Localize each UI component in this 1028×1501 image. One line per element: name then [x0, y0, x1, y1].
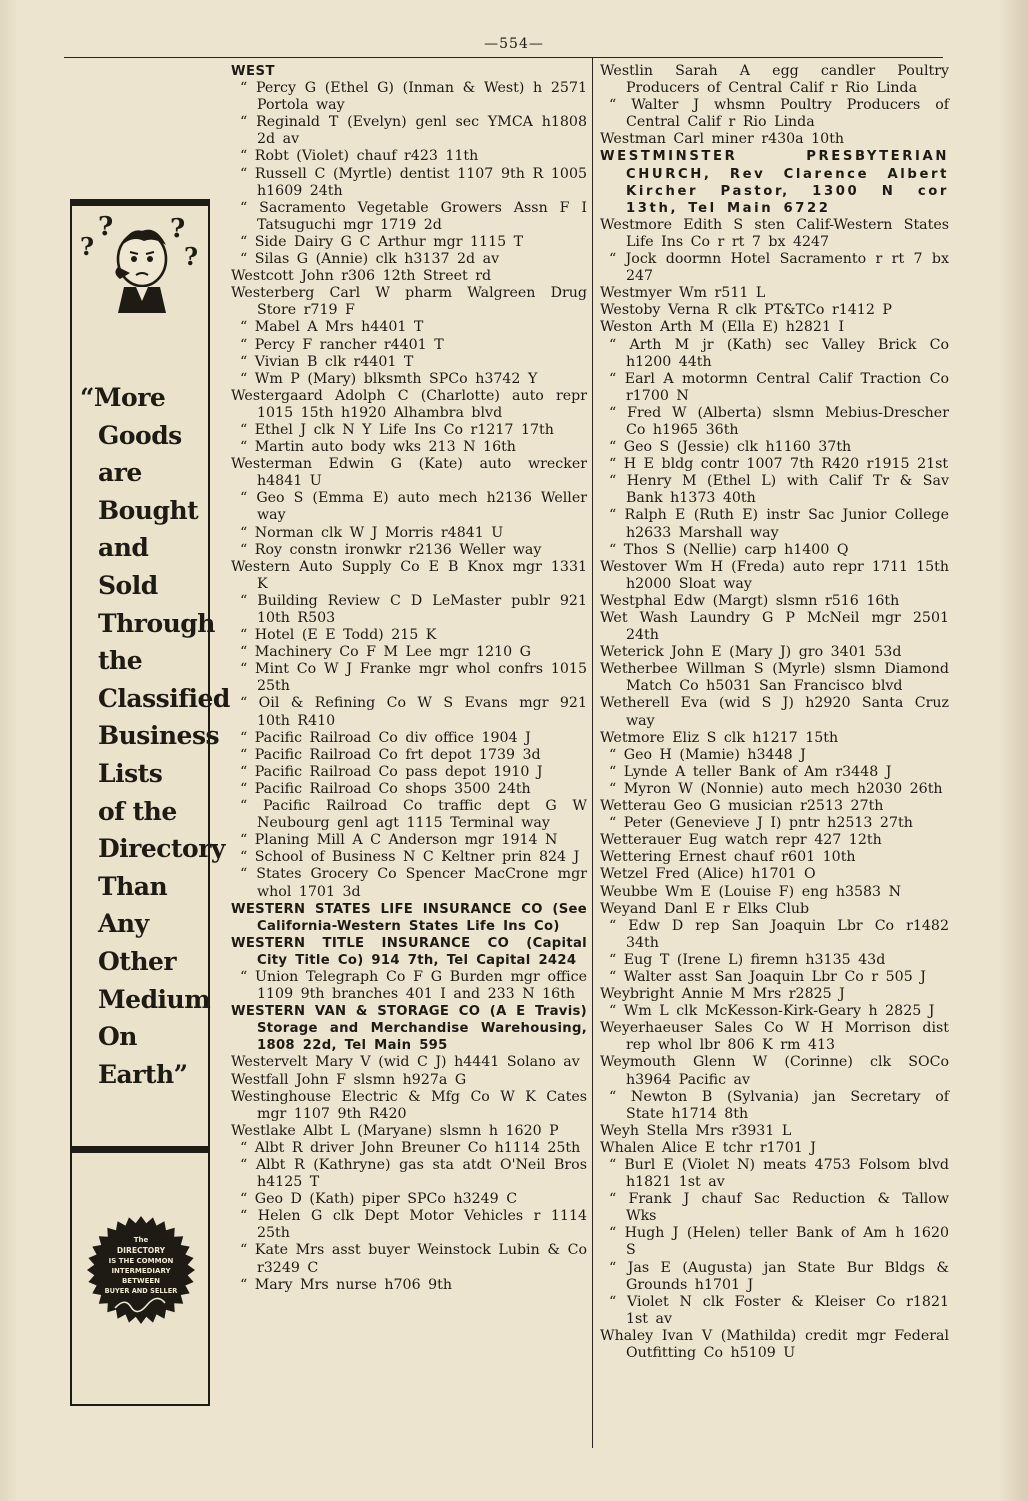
directory-entry: “ Jas E (Augusta) jan State Bur Bldgs & Grounds h1701 J: [609, 1259, 949, 1293]
directory-entry: Weyh Stella Mrs r3931 L: [600, 1122, 792, 1139]
directory-entry: “ Pacific Railroad Co shops 3500 24th: [240, 780, 531, 797]
ad-slogan-line: Classified: [98, 683, 230, 713]
ad-slogan: [72, 379, 230, 1093]
column-divider: [592, 58, 593, 1448]
page-number: —554—: [484, 36, 544, 52]
directory-entry: Weubbe Wm E (Louise F) eng h3583 N: [600, 883, 901, 900]
ad-slogan-line: Any: [98, 909, 149, 939]
svg-text:?: ?: [98, 212, 114, 242]
listing-column-right: [600, 63, 949, 1362]
directory-entry: Westphal Edw (Margt) slsmn r516 16th: [600, 592, 900, 609]
directory-entry: “ Albt R driver John Breuner Co h1114 25th: [240, 1139, 581, 1156]
directory-entry: Westmyer Wm r511 L: [600, 285, 766, 302]
ad-slogan-line: Lists: [98, 758, 163, 788]
directory-entry: “ Pacific Railroad Co frt depot 1739 3d: [240, 746, 541, 763]
directory-entry: WESTERN TITLE INSURANCE CO (Capital City Title Co) 914 7th, Tel Capital 2424: [231, 935, 587, 968]
directory-entry: Wetherbee Willman S (Myrle) slsmn Diamond Match Co h5031 San Francisco blvd: [600, 661, 949, 695]
directory-advertisement: [70, 199, 230, 1406]
ad-slogan-line: Bought: [98, 495, 199, 525]
directory-entry: “ Peter (Genevieve J I) pntr h2513 27th: [609, 815, 913, 832]
directory-entry: “ Walter asst San Joaquin Lbr Co r 505 J: [609, 968, 926, 985]
directory-entry: Westerman Edwin G (Kate) auto wrecker h4841 U: [231, 456, 587, 490]
ad-slogan-line: Through: [98, 608, 215, 638]
seal-line: IS THE COMMON: [108, 1257, 174, 1265]
ad-slogan-line: Other: [98, 946, 177, 976]
svg-text:?: ?: [184, 242, 199, 271]
directory-entry: Westinghouse Electric & Mfg Co W K Cates mgr 1107 9th R420: [231, 1088, 587, 1122]
directory-entry: “ Martin auto body wks 213 N 16th: [240, 439, 516, 456]
directory-entry: Whalen Alice E tchr r1701 J: [600, 1139, 816, 1156]
directory-entry: “ Mabel A Mrs h4401 T: [240, 319, 424, 336]
directory-entry: “ Kate Mrs asst buyer Weinstock Lubin & Co r3249 C: [240, 1242, 587, 1276]
directory-entry: Westmore Edith S sten Calif-Western States Life Ins Co r rt 7 bx 4247: [600, 216, 949, 250]
ad-slogan-line: are: [98, 458, 142, 488]
ad-slogan-line: Sold: [98, 570, 158, 600]
directory-entry: “ Newton B (Sylvania) jan Secretary of State h1714 8th: [609, 1088, 949, 1122]
seal-line: INTERMEDIARY: [111, 1267, 171, 1275]
directory-entry: Westfall John F slsmn h927a G: [231, 1071, 467, 1088]
directory-entry: “ Fred W (Alberta) slsmn Mebius-Drescher Co h1965 36th: [609, 404, 949, 438]
ad-slogan-line: Business: [98, 721, 220, 751]
seal-line: DIRECTORY: [116, 1246, 166, 1255]
directory-entry: Weyand Danl E r Elks Club: [600, 900, 810, 917]
directory-entry: “ Wm P (Mary) blksmth SPCo h3742 Y: [240, 370, 538, 387]
directory-entry: “ Geo H (Mamie) h3448 J: [609, 746, 806, 763]
directory-entry: “ Hugh J (Helen) teller Bank of Am h 1620 S: [609, 1225, 949, 1259]
directory-entry: “ Pacific Railroad Co div office 1904 J: [240, 729, 531, 746]
directory-entry: WESTMINSTER PRESBYTERIAN CHURCH, Rev Clarence Albert Kircher Pastor, 1300 N cor 13th, Tel Main 6722: [600, 149, 949, 216]
directory-entry: “ Helen G clk Dept Motor Vehicles r 1114 25th: [240, 1208, 587, 1242]
directory-entry: “ Roy constn ironwkr r2136 Weller way: [240, 541, 542, 558]
directory-entry: Wetzel Fred (Alice) h1701 O: [600, 866, 816, 883]
directory-entry: “ Pacific Railroad Co traffic dept G W Neubourg genl agt 1115 Terminal way: [240, 798, 587, 832]
ad-bottom-bar: [72, 1146, 208, 1153]
directory-entry: “ Geo S (Emma E) auto mech h2136 Weller way: [240, 490, 587, 524]
directory-seal-icon: [85, 1213, 197, 1331]
ad-slogan-line: Goods: [98, 420, 182, 450]
listing-column-left: [231, 63, 587, 1294]
directory-entry: “ Building Review C D LeMaster publr 921 10th R503: [240, 592, 587, 626]
directory-entry: Whaley Ivan V (Mathilda) credit mgr Federal Outfitting Co h5109 U: [600, 1327, 949, 1362]
puzzled-man-icon: [78, 209, 202, 313]
directory-entry: “ Hotel (E E Todd) 215 K: [240, 627, 437, 644]
directory-entry: “ Eug T (Irene L) firemn h3135 43d: [609, 951, 886, 968]
directory-entry: “ Russell C (Myrtle) dentist 1107 9th R 1005 h1609 24th: [240, 165, 587, 199]
directory-entry: Wet Wash Laundry G P McNeil mgr 2501 24th: [600, 610, 949, 644]
directory-entry: “ H E bldg contr 1007 7th R420 r1915 21st: [609, 456, 949, 473]
svg-text:?: ?: [80, 232, 95, 261]
ad-slogan-line: and: [98, 533, 149, 563]
ad-slogan-line: Than: [98, 871, 168, 901]
directory-entry: “ Planing Mill A C Anderson mgr 1914 N: [240, 832, 558, 849]
ad-slogan-line: Earth”: [98, 1059, 188, 1089]
directory-entry: Wettering Ernest chauf r601 10th: [600, 849, 856, 866]
directory-entry: “ Vivian B clk r4401 T: [240, 353, 414, 370]
directory-entry: Westergaard Adolph C (Charlotte) auto repr 1015 15th h1920 Alhambra blvd: [231, 387, 587, 421]
ad-slogan-line: Medium: [98, 984, 211, 1014]
seal-line: The: [133, 1236, 149, 1244]
directory-entry: Westoby Verna R clk PT&TCo r1412 P: [600, 302, 892, 319]
directory-entry: Wetterau Geo G musician r2513 27th: [600, 798, 884, 815]
directory-entry: “ Union Telegraph Co F G Burden mgr office 1109 9th branches 401 I and 233 N 16th: [240, 968, 587, 1003]
directory-entry: “ Frank J chauf Sac Reduction & Tallow Wks: [609, 1191, 949, 1225]
directory-entry: “ School of Business N C Keltner prin 824 J: [240, 849, 580, 866]
directory-entry: WESTERN VAN & STORAGE CO (A E Travis) Storage and Merchandise Warehousing, 1808 22d, Tel Main 595: [231, 1004, 587, 1054]
directory-entry: “ Robt (Violet) chauf r423 11th: [240, 148, 479, 165]
ad-slogan-line: “More: [80, 383, 166, 412]
ad-slogan-line: the: [98, 646, 143, 676]
directory-entry: Westman Carl miner r430a 10th: [600, 131, 845, 148]
directory-entry: “ Side Dairy G C Arthur mgr 1115 T: [240, 233, 524, 250]
directory-entry: “ Ethel J clk N Y Life Ins Co r1217 17th: [240, 421, 554, 438]
directory-entry: Westlin Sarah A egg candler Poultry Producers of Central Calif r Rio Linda: [600, 63, 949, 97]
directory-entry: “ Jock doormn Hotel Sacramento r rt 7 bx 247: [609, 251, 949, 285]
directory-entry: “ Ralph E (Ruth E) instr Sac Junior College h2633 Marshall way: [609, 507, 949, 541]
directory-entry: “ Geo D (Kath) piper SPCo h3249 C: [240, 1191, 518, 1208]
directory-entry: Wetherell Eva (wid S J) h2920 Santa Cruz way: [600, 695, 949, 729]
directory-entry: “ Edw D rep San Joaquin Lbr Co r1482 34th: [609, 917, 949, 951]
directory-entry: “ Machinery Co F M Lee mgr 1210 G: [240, 644, 532, 661]
directory-entry: “ Thos S (Nellie) carp h1400 Q: [609, 541, 849, 558]
ad-top-bar: [72, 201, 208, 206]
directory-entry: WESTERN STATES LIFE INSURANCE CO (See California-Western States Life Ins Co): [231, 901, 587, 934]
seal-line: BUYER AND SELLER: [104, 1287, 178, 1295]
directory-entry: “ Walter J whsmn Poultry Producers of Central Calif r Rio Linda: [609, 97, 949, 131]
directory-entry: “ Albt R (Kathryne) gas sta atdt O'Neil Bros h4125 T: [240, 1157, 587, 1191]
directory-entry: Weyerhaeuser Sales Co W H Morrison dist rep whol lbr 806 K rm 413: [600, 1020, 949, 1054]
svg-text:?: ?: [170, 214, 186, 244]
directory-entry: “ Henry M (Ethel L) with Calif Tr & Sav Bank h1373 40th: [609, 473, 949, 507]
seal-line: BETWEEN: [121, 1277, 161, 1285]
directory-entry: Weterick John E (Mary J) gro 3401 53d: [600, 644, 902, 661]
directory-entry: Westover Wm H (Freda) auto repr 1711 15th h2000 Sloat way: [600, 558, 949, 592]
directory-entry: “ Pacific Railroad Co pass depot 1910 J: [240, 763, 543, 780]
header-rule: [64, 57, 943, 58]
ad-slogan-line: of the: [98, 796, 177, 826]
directory-entry: Westerberg Carl W pharm Walgreen Drug Store r719 F: [231, 285, 587, 319]
directory-entry: “ Oil & Refining Co W S Evans mgr 921 10th R410: [240, 695, 587, 729]
directory-entry: Wetterauer Eug watch repr 427 12th: [600, 832, 882, 849]
directory-entry: “ Earl A motormn Central Calif Traction Co r1700 N: [609, 370, 949, 404]
ad-slogan-line: Directory: [98, 834, 225, 864]
directory-entry: “ Mint Co W J Franke mgr whol confrs 1015 25th: [240, 661, 587, 695]
directory-entry: “ Silas G (Annie) clk h3137 2d av: [240, 251, 500, 268]
directory-entry: “ Myron W (Nonnie) auto mech h2030 26th: [609, 780, 943, 797]
directory-entry: “ Mary Mrs nurse h706 9th: [240, 1276, 452, 1293]
directory-entry: “ Percy F rancher r4401 T: [240, 336, 444, 353]
directory-entry: Weybright Annie M Mrs r2825 J: [600, 986, 845, 1003]
directory-entry: Western Auto Supply Co E B Knox mgr 1331 K: [231, 558, 587, 592]
directory-entry: Westlake Albt L (Maryane) slsmn h 1620 P: [231, 1122, 559, 1139]
directory-entry: “ Wm L clk McKesson-Kirk-Geary h 2825 J: [609, 1003, 935, 1020]
directory-entry: “ States Grocery Co Spencer MacCrone mgr whol 1701 3d: [240, 866, 587, 900]
directory-entry: “ Lynde A teller Bank of Am r3448 J: [609, 763, 892, 780]
directory-entry: Weston Arth M (Ella E) h2821 I: [600, 319, 845, 336]
directory-entry: “ Geo S (Jessie) clk h1160 37th: [609, 439, 852, 456]
directory-entry: “ Burl E (Violet N) meats 4753 Folsom blvd h1821 1st av: [609, 1157, 949, 1191]
directory-entry: “ Reginald T (Evelyn) genl sec YMCA h1808 2d av: [240, 114, 587, 148]
directory-entry: “ Violet N clk Foster & Kleiser Co r1821 1st av: [609, 1293, 949, 1327]
directory-entry: “ Percy G (Ethel G) (Inman & West) h 2571 Portola way: [240, 80, 587, 114]
directory-entry: Weymouth Glenn W (Corinne) clk SOCo h3964 Pacific av: [600, 1054, 949, 1088]
directory-entry: Wetmore Eliz S clk h1217 15th: [600, 729, 839, 746]
section-heading: WEST: [231, 64, 276, 79]
directory-entry: “ Arth M jr (Kath) sec Valley Brick Co h1200 44th: [609, 336, 949, 370]
directory-entry: Westervelt Mary V (wid C J) h4441 Solano av: [231, 1054, 580, 1071]
ad-slogan-line: On: [98, 1022, 137, 1052]
directory-entry: “ Norman clk W J Morris r4841 U: [240, 524, 504, 541]
directory-entry: “ Sacramento Vegetable Growers Assn F I Tatsuguchi mgr 1719 2d: [240, 199, 587, 233]
directory-entry: Westcott John r306 12th Street rd: [231, 268, 492, 285]
